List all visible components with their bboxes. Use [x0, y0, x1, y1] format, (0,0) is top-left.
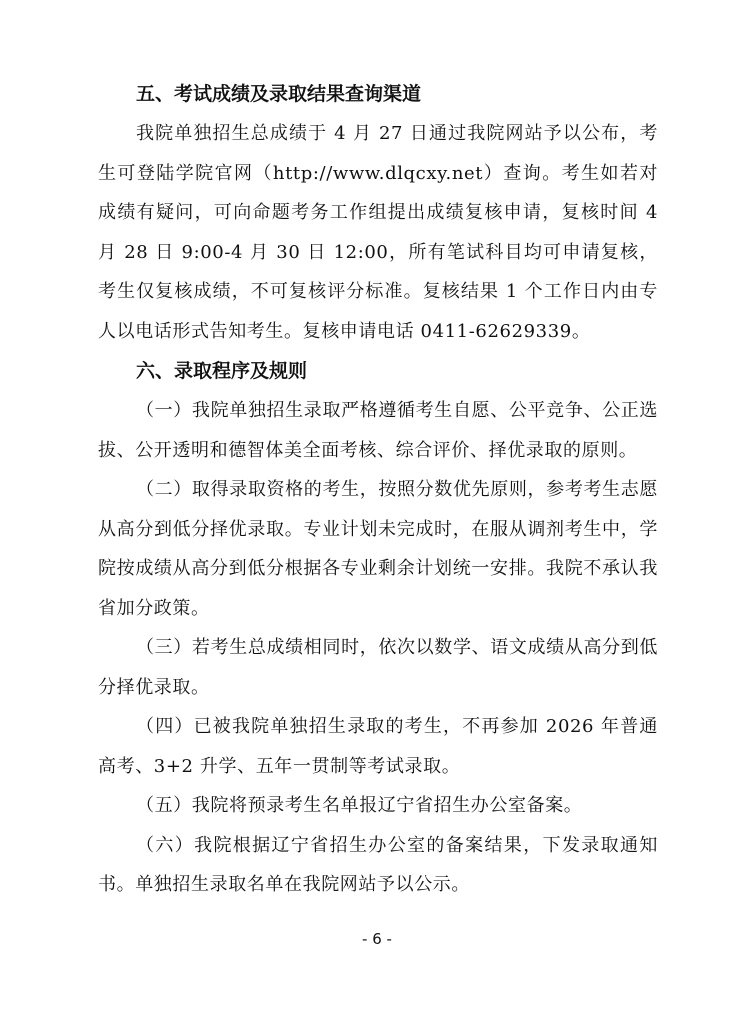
section-6-item-3: （三）若考生总成绩相同时，依次以数学、语文成绩从高分到低分择优录取。: [98, 637, 658, 698]
section-5-heading: 五、考试成绩及录取结果查询渠道: [136, 83, 422, 105]
section-5-paragraph: 我院单独招生总成绩于 4 月 27 日通过我院网站予以公布，考生可登陆学院官网（http://www.dlqcxy.net）查询。考生如若对成绩有疑问，可向命题考务工作组提出成绩复核申请，复核时间 4 月 28 日 9:00-4 月 30 日 12:00，所有笔试科目均可申请复核，考生仅复核成绩，不可复核评分标准。复核结果 1 个工作日内由专人以电话形式告知考生。复核申请电话 0411-62629339。: [98, 123, 658, 342]
section-6-heading: 六、录取程序及规则: [136, 360, 308, 382]
section-6-item-6: （六）我院根据辽宁省招生办公室的备案结果，下发录取通知书。单独招生录取名单在我院网站予以公示。: [98, 834, 658, 895]
section-6-item-5: （五）我院将预录考生名单报辽宁省招生办公室备案。: [136, 795, 583, 816]
section-6-item-1: （一）我院单独招生录取严格遵循考生自愿、公平竞争、公正选拔、公开透明和德智体美全面考核、综合评价、择优录取的原则。: [98, 400, 658, 461]
section-6-item-4: （四）已被我院单独招生录取的考生，不再参加 2026 年普通高考、3+2 升学、五年一贯制等考试录取。: [98, 716, 658, 777]
page-number: - 6 -: [362, 930, 392, 948]
section-6-item-2: （二）取得录取资格的考生，按照分数优先原则，参考考生志愿从高分到低分择优录取。专业计划未完成时，在服从调剂考生中，学院按成绩从高分到低分根据各专业剩余计划统一安排。我院不承认我省加分政策。: [98, 479, 658, 619]
document-body: [98, 74, 658, 905]
